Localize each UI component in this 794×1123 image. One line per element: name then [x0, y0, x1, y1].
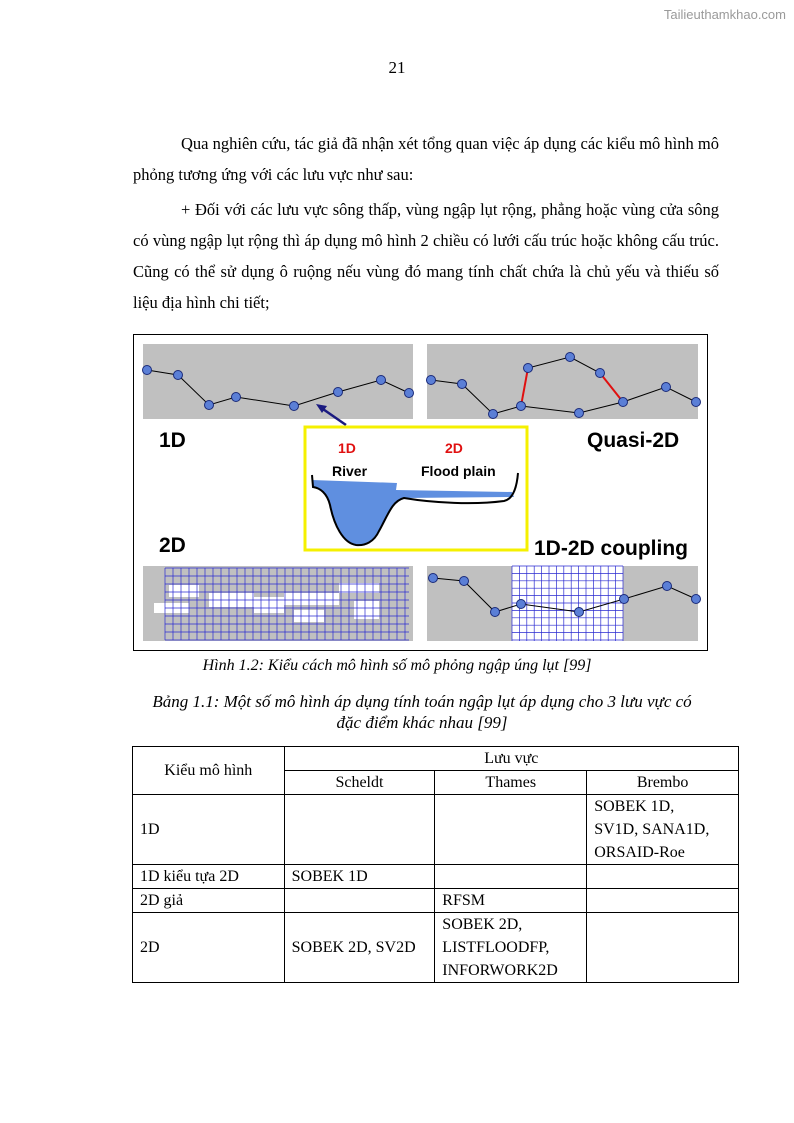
label-quasi-2d: Quasi-2D	[587, 429, 680, 452]
cell-line: ORSAID-Roe	[594, 844, 685, 861]
cell-scheldt	[284, 795, 435, 865]
paragraph-lowland: + Đối với các lưu vực sông thấp, vùng ngập lụt rộng, phẳng hoặc vùng cửa sông có vùng ngập lụt rộng thì áp dụng mô hình 2 chiều có lưới cấu trúc hoặc không cấu trúc. Cũng có thể sử dụng ô ruộng nếu vùng đó mang tính chất chứa là chủ yếu và thiếu số liệu địa hình chi tiết;	[133, 200, 719, 312]
cell-line: SOBEK 2D, SV2D	[291, 939, 416, 956]
cell-line: SOBEK 1D,	[594, 798, 675, 815]
cell-line: SV1D, SANA1D,	[594, 821, 710, 838]
cell-brembo	[587, 795, 739, 865]
table-caption-line-2: đặc điểm khác nhau [99]	[336, 713, 508, 732]
cell-brembo	[587, 865, 739, 889]
label-1d-2d-coupling: 1D-2D coupling	[534, 537, 689, 560]
cell-model: 2D	[133, 913, 285, 983]
header-model-type: Kiểu mô hình	[133, 747, 285, 795]
label-2d: 2D	[159, 534, 186, 557]
header-brembo: Brembo	[587, 771, 739, 795]
cell-model: 2D giả	[133, 889, 285, 913]
cell-line: SOBEK 1D	[291, 868, 368, 885]
table-caption-line-1: Bảng 1.1: Một số mô hình áp dụng tính toán ngập lụt áp dụng cho 3 lưu vực có	[152, 692, 692, 711]
cell-thames	[435, 889, 587, 913]
coupling-grid-bg	[512, 566, 623, 641]
cell-scheldt	[284, 865, 435, 889]
panel-quasi-2d	[427, 344, 698, 419]
models-table	[132, 746, 739, 983]
cell-thames	[435, 865, 587, 889]
cell-scheldt	[284, 889, 435, 913]
cell-model: 1D kiểu tựa 2D	[133, 865, 285, 889]
cell-brembo	[587, 913, 739, 983]
table-row	[133, 889, 739, 913]
table-row	[133, 913, 739, 983]
cell-line: RFSM	[442, 892, 485, 909]
panel-1d	[143, 344, 413, 419]
label-1d: 1D	[159, 429, 186, 452]
cell-thames	[435, 795, 587, 865]
cell-line: LISTFLOODFP,	[442, 939, 550, 956]
cell-thames	[435, 913, 587, 983]
inset-label-flood-plain: Flood plain	[421, 463, 496, 479]
figure-diagram	[134, 335, 709, 652]
figure-caption: Hình 1.2: Kiểu cách mô hình số mô phỏng ngập úng lụt [99]	[202, 657, 592, 674]
header-scheldt: Scheldt	[284, 771, 435, 795]
inset-label-river: River	[332, 463, 368, 479]
paragraph-intro: Qua nghiên cứu, tác giả đã nhận xét tổng quan việc áp dụng các kiểu mô hình mô phỏng tương ứng với các lưu vực như sau:	[133, 134, 719, 184]
header-basin: Lưu vực	[284, 747, 738, 771]
table-row	[133, 795, 739, 865]
inset-label-2d: 2D	[445, 440, 463, 456]
figure-model-types	[133, 334, 708, 651]
table-row	[133, 865, 739, 889]
page-number: 21	[388, 58, 406, 77]
cell-scheldt	[284, 913, 435, 983]
cell-line: SOBEK 2D,	[442, 916, 523, 933]
watermark: Tailieuthamkhao.com	[663, 7, 786, 22]
cell-model: 1D	[133, 795, 285, 865]
inset-label-1d: 1D	[338, 440, 356, 456]
cell-brembo	[587, 889, 739, 913]
cell-line: INFORWORK2D	[442, 962, 558, 979]
header-thames: Thames	[435, 771, 587, 795]
